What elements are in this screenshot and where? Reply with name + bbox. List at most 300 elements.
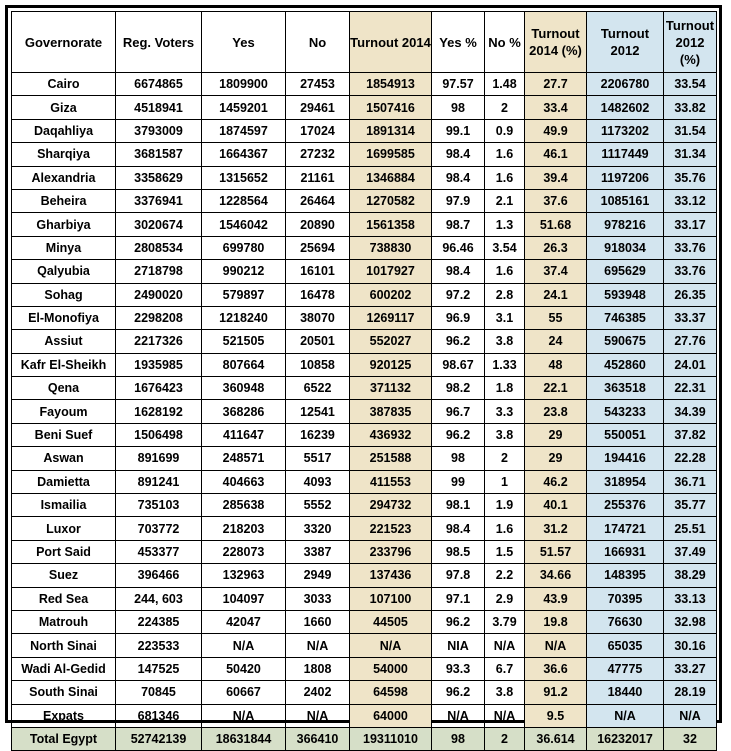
- cell-turnout-2014-percent: 29: [525, 447, 587, 470]
- cell-yes: 285638: [202, 494, 286, 517]
- cell-reg-voters: 1506498: [116, 423, 202, 446]
- cell-turnout-2014: 54000: [350, 657, 432, 680]
- cell-no-percent: 0.9: [485, 119, 525, 142]
- table-row: [12, 423, 717, 446]
- cell-yes-percent: 97.57: [432, 73, 485, 96]
- cell-yes-percent: 98.5: [432, 540, 485, 563]
- cell-turnout-2014: 1699585: [350, 143, 432, 166]
- cell-no: 2949: [286, 564, 350, 587]
- cell-turnout-2014: 107100: [350, 587, 432, 610]
- cell-turnout-2014-percent: 24: [525, 330, 587, 353]
- total-no-percent: 2: [485, 727, 525, 750]
- total-yes-percent: 98: [432, 727, 485, 750]
- cell-governorate: Sharqiya: [12, 143, 116, 166]
- total-label: Total Egypt: [12, 727, 116, 750]
- cell-turnout-2014: 600202: [350, 283, 432, 306]
- table-row: [12, 96, 717, 119]
- cell-yes: 1459201: [202, 96, 286, 119]
- cell-no-percent: 2.2: [485, 564, 525, 587]
- cell-yes-percent: 96.2: [432, 423, 485, 446]
- cell-turnout-2012-percent: 33.13: [664, 587, 717, 610]
- table-row: [12, 470, 717, 493]
- cell-yes-percent: 96.7: [432, 400, 485, 423]
- cell-turnout-2014-percent: 9.5: [525, 704, 587, 727]
- table-row: [12, 540, 717, 563]
- cell-no: 16239: [286, 423, 350, 446]
- cell-yes: 50420: [202, 657, 286, 680]
- cell-turnout-2014: 387835: [350, 400, 432, 423]
- header-turnout-2014: Turnout 2014: [350, 12, 432, 73]
- cell-turnout-2012: 194416: [587, 447, 664, 470]
- cell-reg-voters: 396466: [116, 564, 202, 587]
- table-row: [12, 447, 717, 470]
- cell-turnout-2014-percent: 48: [525, 353, 587, 376]
- cell-governorate: Qalyubia: [12, 260, 116, 283]
- cell-turnout-2012: 76630: [587, 610, 664, 633]
- cell-yes-percent: N/A: [432, 704, 485, 727]
- table-row: [12, 681, 717, 704]
- cell-reg-voters: 2217326: [116, 330, 202, 353]
- cell-no: 2402: [286, 681, 350, 704]
- cell-reg-voters: 2298208: [116, 306, 202, 329]
- header-turnout-2014-percent: Turnout 2014 (%): [525, 12, 587, 73]
- cell-turnout-2012-percent: 30.16: [664, 634, 717, 657]
- cell-no: 12541: [286, 400, 350, 423]
- cell-reg-voters: 4518941: [116, 96, 202, 119]
- cell-governorate: Expats: [12, 704, 116, 727]
- cell-yes-percent: 99.1: [432, 119, 485, 142]
- cell-turnout-2014-percent: 37.6: [525, 189, 587, 212]
- total-no: 366410: [286, 727, 350, 750]
- cell-turnout-2014: 1854913: [350, 73, 432, 96]
- table-row: [12, 119, 717, 142]
- cell-yes: 1315652: [202, 166, 286, 189]
- cell-no-percent: 1: [485, 470, 525, 493]
- cell-turnout-2014: 137436: [350, 564, 432, 587]
- cell-yes: 807664: [202, 353, 286, 376]
- cell-yes-percent: 96.46: [432, 236, 485, 259]
- cell-governorate: Assiut: [12, 330, 116, 353]
- cell-no: 21161: [286, 166, 350, 189]
- cell-governorate: Minya: [12, 236, 116, 259]
- cell-yes-percent: 98: [432, 447, 485, 470]
- cell-turnout-2014-percent: N/A: [525, 634, 587, 657]
- cell-yes: 404663: [202, 470, 286, 493]
- cell-turnout-2012-percent: 33.54: [664, 73, 717, 96]
- cell-yes-percent: 98.4: [432, 143, 485, 166]
- cell-governorate: Giza: [12, 96, 116, 119]
- cell-turnout-2014: 1507416: [350, 96, 432, 119]
- cell-turnout-2012: 70395: [587, 587, 664, 610]
- cell-reg-voters: 891241: [116, 470, 202, 493]
- header-governorate: Governorate: [12, 12, 116, 73]
- cell-turnout-2012: 543233: [587, 400, 664, 423]
- cell-governorate: South Sinai: [12, 681, 116, 704]
- table-row: [12, 564, 717, 587]
- cell-turnout-2014-percent: 23.8: [525, 400, 587, 423]
- cell-turnout-2012-percent: 37.82: [664, 423, 717, 446]
- cell-no: 5552: [286, 494, 350, 517]
- cell-turnout-2014: 1561358: [350, 213, 432, 236]
- cell-turnout-2012-percent: N/A: [664, 704, 717, 727]
- cell-no-percent: 3.8: [485, 330, 525, 353]
- cell-no: 6522: [286, 377, 350, 400]
- cell-no-percent: 1.3: [485, 213, 525, 236]
- cell-governorate: Red Sea: [12, 587, 116, 610]
- cell-no-percent: 2.8: [485, 283, 525, 306]
- cell-yes-percent: 96.2: [432, 681, 485, 704]
- cell-turnout-2014: 1346884: [350, 166, 432, 189]
- cell-turnout-2014: 371132: [350, 377, 432, 400]
- cell-reg-voters: 224385: [116, 610, 202, 633]
- cell-turnout-2012: 593948: [587, 283, 664, 306]
- cell-no: 20501: [286, 330, 350, 353]
- cell-reg-voters: 147525: [116, 657, 202, 680]
- cell-no-percent: 1.8: [485, 377, 525, 400]
- cell-no: 16478: [286, 283, 350, 306]
- cell-turnout-2014: 552027: [350, 330, 432, 353]
- cell-turnout-2014-percent: 49.9: [525, 119, 587, 142]
- cell-turnout-2012: 918034: [587, 236, 664, 259]
- cell-no: 1808: [286, 657, 350, 680]
- cell-turnout-2014: 738830: [350, 236, 432, 259]
- cell-no-percent: 3.8: [485, 423, 525, 446]
- cell-turnout-2014: 221523: [350, 517, 432, 540]
- cell-turnout-2014: 1891314: [350, 119, 432, 142]
- cell-yes: 579897: [202, 283, 286, 306]
- cell-no-percent: 1.9: [485, 494, 525, 517]
- cell-turnout-2012: 590675: [587, 330, 664, 353]
- cell-governorate: Daqahliya: [12, 119, 116, 142]
- cell-turnout-2012: 746385: [587, 306, 664, 329]
- table-row: [12, 213, 717, 236]
- cell-governorate: El-Monofiya: [12, 306, 116, 329]
- cell-no: N/A: [286, 634, 350, 657]
- cell-reg-voters: 735103: [116, 494, 202, 517]
- cell-turnout-2014: 64000: [350, 704, 432, 727]
- cell-turnout-2014-percent: 37.4: [525, 260, 587, 283]
- cell-turnout-2014-percent: 51.57: [525, 540, 587, 563]
- cell-governorate: Gharbiya: [12, 213, 116, 236]
- cell-yes: 104097: [202, 587, 286, 610]
- cell-reg-voters: 453377: [116, 540, 202, 563]
- table-row: [12, 400, 717, 423]
- cell-turnout-2012: 1482602: [587, 96, 664, 119]
- header-no: No: [286, 12, 350, 73]
- cell-governorate: Luxor: [12, 517, 116, 540]
- cell-reg-voters: 703772: [116, 517, 202, 540]
- cell-yes-percent: NIA: [432, 634, 485, 657]
- cell-yes: 1874597: [202, 119, 286, 142]
- cell-no-percent: 1.33: [485, 353, 525, 376]
- cell-turnout-2014: 1269117: [350, 306, 432, 329]
- cell-turnout-2012-percent: 34.39: [664, 400, 717, 423]
- cell-governorate: Fayoum: [12, 400, 116, 423]
- table-row: [12, 283, 717, 306]
- cell-governorate: North Sinai: [12, 634, 116, 657]
- table-body: [12, 73, 717, 728]
- cell-turnout-2012: 1117449: [587, 143, 664, 166]
- cell-no-percent: 1.6: [485, 166, 525, 189]
- cell-turnout-2014: 411553: [350, 470, 432, 493]
- cell-turnout-2014-percent: 31.2: [525, 517, 587, 540]
- cell-turnout-2012-percent: 24.01: [664, 353, 717, 376]
- cell-turnout-2012-percent: 27.76: [664, 330, 717, 353]
- cell-no: 1660: [286, 610, 350, 633]
- cell-turnout-2012: 452860: [587, 353, 664, 376]
- table-row: [12, 634, 717, 657]
- cell-turnout-2012: 166931: [587, 540, 664, 563]
- cell-turnout-2012-percent: 33.76: [664, 236, 717, 259]
- cell-turnout-2014: 1270582: [350, 189, 432, 212]
- cell-no-percent: 3.8: [485, 681, 525, 704]
- cell-no: 17024: [286, 119, 350, 142]
- cell-no-percent: 2.9: [485, 587, 525, 610]
- cell-turnout-2014-percent: 51.68: [525, 213, 587, 236]
- cell-turnout-2014: 251588: [350, 447, 432, 470]
- cell-governorate: Ismailia: [12, 494, 116, 517]
- cell-yes: 990212: [202, 260, 286, 283]
- cell-no: 26464: [286, 189, 350, 212]
- cell-governorate: Suez: [12, 564, 116, 587]
- table-row: [12, 494, 717, 517]
- cell-turnout-2012-percent: 33.12: [664, 189, 717, 212]
- cell-turnout-2012-percent: 33.17: [664, 213, 717, 236]
- referendum-results-table: [11, 11, 717, 751]
- cell-no-percent: 1.5: [485, 540, 525, 563]
- cell-reg-voters: 244, 603: [116, 587, 202, 610]
- table-row: [12, 143, 717, 166]
- cell-reg-voters: 681346: [116, 704, 202, 727]
- cell-turnout-2014-percent: 40.1: [525, 494, 587, 517]
- total-turnout-2012-percent: 32: [664, 727, 717, 750]
- table-row: [12, 330, 717, 353]
- cell-yes-percent: 98.4: [432, 517, 485, 540]
- cell-turnout-2012-percent: 31.54: [664, 119, 717, 142]
- cell-governorate: Damietta: [12, 470, 116, 493]
- cell-no-percent: N/A: [485, 634, 525, 657]
- cell-yes: 228073: [202, 540, 286, 563]
- cell-no: N/A: [286, 704, 350, 727]
- cell-reg-voters: 6674865: [116, 73, 202, 96]
- cell-turnout-2012: 695629: [587, 260, 664, 283]
- cell-yes-percent: 98: [432, 96, 485, 119]
- cell-governorate: Port Said: [12, 540, 116, 563]
- cell-turnout-2012: 1197206: [587, 166, 664, 189]
- cell-turnout-2012: 47775: [587, 657, 664, 680]
- cell-turnout-2014: 1017927: [350, 260, 432, 283]
- cell-turnout-2012-percent: 26.35: [664, 283, 717, 306]
- cell-turnout-2012-percent: 35.76: [664, 166, 717, 189]
- cell-yes: 1809900: [202, 73, 286, 96]
- cell-reg-voters: 2490020: [116, 283, 202, 306]
- cell-turnout-2014-percent: 33.4: [525, 96, 587, 119]
- table-row: [12, 587, 717, 610]
- cell-turnout-2014-percent: 19.8: [525, 610, 587, 633]
- cell-yes: N/A: [202, 704, 286, 727]
- cell-turnout-2014-percent: 22.1: [525, 377, 587, 400]
- total-yes: 18631844: [202, 727, 286, 750]
- cell-yes: 218203: [202, 517, 286, 540]
- cell-yes-percent: 97.1: [432, 587, 485, 610]
- cell-reg-voters: 3358629: [116, 166, 202, 189]
- table-row: [12, 517, 717, 540]
- header-turnout-2012-percent: Turnout 2012 (%): [664, 12, 717, 73]
- cell-yes: 1218240: [202, 306, 286, 329]
- table-row: [12, 189, 717, 212]
- cell-yes-percent: 98.7: [432, 213, 485, 236]
- cell-no-percent: 2.1: [485, 189, 525, 212]
- cell-yes: 1546042: [202, 213, 286, 236]
- cell-yes: 411647: [202, 423, 286, 446]
- cell-turnout-2012: 18440: [587, 681, 664, 704]
- cell-turnout-2012: 65035: [587, 634, 664, 657]
- cell-no: 38070: [286, 306, 350, 329]
- cell-turnout-2014-percent: 39.4: [525, 166, 587, 189]
- cell-yes: 42047: [202, 610, 286, 633]
- cell-yes: 248571: [202, 447, 286, 470]
- cell-turnout-2014: 64598: [350, 681, 432, 704]
- cell-turnout-2014-percent: 55: [525, 306, 587, 329]
- cell-turnout-2012-percent: 22.28: [664, 447, 717, 470]
- cell-no: 3387: [286, 540, 350, 563]
- cell-yes-percent: 93.3: [432, 657, 485, 680]
- cell-no: 25694: [286, 236, 350, 259]
- cell-no: 5517: [286, 447, 350, 470]
- cell-yes: 521505: [202, 330, 286, 353]
- cell-no-percent: 3.79: [485, 610, 525, 633]
- cell-turnout-2012-percent: 36.71: [664, 470, 717, 493]
- table-row: [12, 236, 717, 259]
- cell-governorate: Alexandria: [12, 166, 116, 189]
- cell-turnout-2014-percent: 91.2: [525, 681, 587, 704]
- cell-turnout-2012-percent: 25.51: [664, 517, 717, 540]
- cell-turnout-2012-percent: 31.34: [664, 143, 717, 166]
- cell-turnout-2012-percent: 37.49: [664, 540, 717, 563]
- cell-turnout-2014-percent: 46.2: [525, 470, 587, 493]
- cell-reg-voters: 1676423: [116, 377, 202, 400]
- cell-turnout-2012-percent: 28.19: [664, 681, 717, 704]
- cell-no-percent: 1.6: [485, 517, 525, 540]
- cell-yes-percent: 96.2: [432, 330, 485, 353]
- cell-turnout-2014: 44505: [350, 610, 432, 633]
- cell-turnout-2014: 233796: [350, 540, 432, 563]
- cell-turnout-2012: 1173202: [587, 119, 664, 142]
- cell-no: 27232: [286, 143, 350, 166]
- table-row: [12, 73, 717, 96]
- cell-turnout-2012: 550051: [587, 423, 664, 446]
- cell-no-percent: 3.3: [485, 400, 525, 423]
- table-row: [12, 377, 717, 400]
- cell-turnout-2012-percent: 33.37: [664, 306, 717, 329]
- cell-no-percent: 1.48: [485, 73, 525, 96]
- total-reg-voters: 52742139: [116, 727, 202, 750]
- cell-yes-percent: 98.67: [432, 353, 485, 376]
- cell-no-percent: N/A: [485, 704, 525, 727]
- cell-governorate: Aswan: [12, 447, 116, 470]
- cell-turnout-2014-percent: 36.6: [525, 657, 587, 680]
- cell-yes: 1228564: [202, 189, 286, 212]
- cell-turnout-2012-percent: 33.27: [664, 657, 717, 680]
- header-no-percent: No %: [485, 12, 525, 73]
- table-row: [12, 260, 717, 283]
- cell-yes-percent: 99: [432, 470, 485, 493]
- cell-turnout-2014-percent: 29: [525, 423, 587, 446]
- header-turnout-2012: Turnout 2012: [587, 12, 664, 73]
- cell-yes-percent: 96.9: [432, 306, 485, 329]
- cell-yes-percent: 97.8: [432, 564, 485, 587]
- cell-turnout-2012: 318954: [587, 470, 664, 493]
- cell-turnout-2014: N/A: [350, 634, 432, 657]
- cell-no: 27453: [286, 73, 350, 96]
- cell-no: 29461: [286, 96, 350, 119]
- cell-turnout-2012: 1085161: [587, 189, 664, 212]
- cell-reg-voters: 1935985: [116, 353, 202, 376]
- cell-turnout-2012: N/A: [587, 704, 664, 727]
- cell-yes: 132963: [202, 564, 286, 587]
- total-turnout-2012: 16232017: [587, 727, 664, 750]
- cell-governorate: Qena: [12, 377, 116, 400]
- cell-governorate: Beheira: [12, 189, 116, 212]
- cell-yes-percent: 98.4: [432, 260, 485, 283]
- table-row: [12, 306, 717, 329]
- cell-yes-percent: 97.2: [432, 283, 485, 306]
- cell-yes: 368286: [202, 400, 286, 423]
- cell-yes: 1664367: [202, 143, 286, 166]
- cell-yes-percent: 97.9: [432, 189, 485, 212]
- cell-no: 4093: [286, 470, 350, 493]
- cell-turnout-2012-percent: 38.29: [664, 564, 717, 587]
- total-turnout-2014-percent: 36.614: [525, 727, 587, 750]
- header-reg-voters: Reg. Voters: [116, 12, 202, 73]
- cell-yes: N/A: [202, 634, 286, 657]
- cell-no-percent: 1.6: [485, 260, 525, 283]
- cell-no-percent: 3.54: [485, 236, 525, 259]
- cell-turnout-2014-percent: 26.3: [525, 236, 587, 259]
- table-row: [12, 353, 717, 376]
- cell-turnout-2014: 294732: [350, 494, 432, 517]
- cell-turnout-2014: 920125: [350, 353, 432, 376]
- cell-governorate: Sohag: [12, 283, 116, 306]
- table-row: [12, 704, 717, 727]
- cell-turnout-2012: 978216: [587, 213, 664, 236]
- cell-yes-percent: 96.2: [432, 610, 485, 633]
- cell-no: 10858: [286, 353, 350, 376]
- cell-turnout-2012: 174721: [587, 517, 664, 540]
- cell-reg-voters: 70845: [116, 681, 202, 704]
- cell-yes: 699780: [202, 236, 286, 259]
- cell-reg-voters: 2718798: [116, 260, 202, 283]
- cell-yes-percent: 98.2: [432, 377, 485, 400]
- cell-no: 3033: [286, 587, 350, 610]
- cell-reg-voters: 2808534: [116, 236, 202, 259]
- cell-reg-voters: 3020674: [116, 213, 202, 236]
- cell-turnout-2012-percent: 33.82: [664, 96, 717, 119]
- cell-turnout-2012-percent: 32.98: [664, 610, 717, 633]
- table-row: [12, 166, 717, 189]
- table-row: [12, 610, 717, 633]
- cell-no-percent: 6.7: [485, 657, 525, 680]
- cell-no: 16101: [286, 260, 350, 283]
- cell-turnout-2014-percent: 43.9: [525, 587, 587, 610]
- table-row: [12, 657, 717, 680]
- cell-turnout-2014: 436932: [350, 423, 432, 446]
- cell-governorate: Beni Suef: [12, 423, 116, 446]
- cell-no-percent: 1.6: [485, 143, 525, 166]
- cell-governorate: Matrouh: [12, 610, 116, 633]
- cell-reg-voters: 3793009: [116, 119, 202, 142]
- cell-governorate: Kafr El-Sheikh: [12, 353, 116, 376]
